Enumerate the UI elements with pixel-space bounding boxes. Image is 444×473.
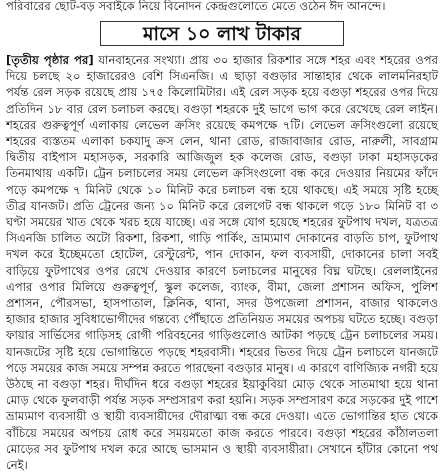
continuation-ref: [তৃতীয় পৃষ্ঠার পর]	[6, 53, 94, 67]
article-body	[6, 52, 438, 473]
article-body-text: যানবাহনের সংখ্যা। প্রায় ৩০ হাজার রিকশার সঙ্গে শহর এবং শহরের ওপর দিয়ে চলছে ২০ হাজারেরও বেশি সিএনজি। এ ছাড়া বগুড়ার সান্তাহার থেকে লালমনিরহাট পর্যন্ত রেল সড়ক রয়েছে প্রায় ১৭৫ কিলোমিটার। এই রেল সড়ক হয়ে বগুড়া শহরের ওপর দিয়ে প্রতিদিন ১৮ বার রেল চলাচল করছে। বগুড়া শহরকে দুই ভাগে ভাগ করে রেখেছে রেল লাইন। শহরের গুরুত্বপূর্ণ এলাকায় লেভেল ক্রসিং রয়েছে কমপক্ষে ৭টি। লেভেল ক্রসিংগুলো রয়েছে শহরের ব্যস্ততম এলাকা চকযাদু ক্রস লেন, থানা রোড, রাজাবাজার রোড, নারুলী, সাবগ্রাম দ্বিতীয় বাইপাস মহাসড়ক, সরকারি আজিজুল হক কলেজ রোড, বগুড়া ঢাকা মহাসড়কের তিনমাথায় একটি। ট্রেন চলাচলের সময় লেভেল ক্রসিংগুলো বন্ধ করে দেওয়ার নিয়মের ফাঁদে পড়ে কমপক্ষে ৭ মিনিট থেকে ১০ মিনিট করে চলাচল বন্ধ হয়ে থাকছে। এই সময়ে সৃষ্টি হচ্ছে তীব্র যানজট। প্রতি ট্রেনের জন্য ১০ মিনিট করে রেলগেট বন্ধ থাকলে গড়ে ১৮০ মিনিট বা ৩ ঘণ্টা সময়ের খাত থেকে খরচ হয়ে যাচ্ছে। এর সঙ্গে যোগ হয়েছে শহরের ফুটপাথ দখল, যত্রতত্র সিএনজি চালিত অটো রিকশা, রিকশা, গাড়ি পার্কিং, ভ্রাম্যমাণ দোকানের বাড়তি চাপ, ফুটপাথ দখল করে ইচ্ছেমতো হোটেল, রেস্টুরেন্ট, পান দোকান, ফল ব্যবসায়ী, দোকানের চালা সবই বাড়িয়ে ফুটপাথের ওপর রেখে দেওয়ার কারণে চলাচলের মানুষের বিঘ্ন ঘটছে। রেললাইনের এপার ওপার মিলিয়ে গুরুত্বপূর্ণ, স্কুল কলেজ, ব্যাংক, বীমা, জেলা প্রশাসন অফিস, পুলিশ প্রশাসন, পৌরসভা, হাসপাতাল, ক্লিনিক, থানা, সদর উপজেলা প্রশাসন, বাজার থাকলেও হাজার হাজার সুবিধাভোগীদের গন্তব্যে পৌঁছাতে প্রতিনিয়ত সময়ের অপচয় ঘটতে হচ্ছে। বগুড়া ফায়ার সার্ভিসের গাড়িসহ রোগী পরিবহনের গাড়িগুলোও আটকা পড়ছে ট্রেন চলাচলের সময়। যানজটের সৃষ্টি হয়ে ভোগান্তিতে পড়ছে শহরবাসী। শহরের ভিতর দিয়ে ট্রেন চলাচলে যানজটে পড়ে সময়ের কাজ সময়ে সম্পন্ন করতে পারছেনা বগুড়ার মানুষ। এ কারণে বাণিজ্যিক নগরী হয়ে উঠছে না বগুড়া শহর। দীর্ঘদিন ধরে বগুড়া শহরের ইয়াকুবিয়া মোড় থেকে সাতমাথা হয়ে থানা মোড় থেকে ফুলবাড়ী পর্যন্ত সড়ক সম্প্রসারণ করা হয়নি। সড়ক সম্প্রসারণ করে সড়কের দুই পাশে ভ্রাম্যমাণ ব্যবসায়ী ও স্থায়ী ব্যবসায়ীদের দৌরাত্ম্য বন্ধ করে দেওয়া। এতে ভোগান্তির হাত থেকে বাঁচিয়ে সময়ের অপচয় রোধ করে সময়মতো কাজ করতে পারবে। বগুড়া শহরের কাঁঠালতলা মোড়ের সব ফুটপাথ দখল করে আছে ভাসমান ও স্থায়ী ব্যবসায়ীরা। সেখানে হাঁটার কোনো পথ নেই।	[6, 53, 438, 473]
headline-container	[6, 21, 438, 46]
previous-article-tail: পরিবারের ছোট-বড় সবাইকে নিয়ে বিনোদন কেন্দ্রগুলোতে মেতে ওঠেন ঈদ আনন্দে।	[6, 0, 386, 13]
headline: মাসে ১০ লাখ টাকার	[100, 21, 344, 46]
